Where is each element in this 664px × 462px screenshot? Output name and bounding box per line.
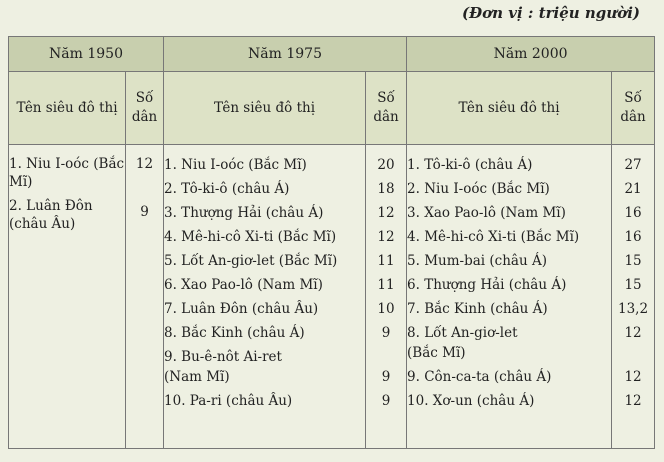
- pops-1950: [126, 145, 164, 449]
- table-body-row: [9, 145, 655, 449]
- list-item: 2. Tô-ki-ô (châu Á): [164, 181, 290, 197]
- list-item-value: 12: [377, 229, 395, 245]
- list-item-value: 11: [377, 277, 395, 293]
- list-item-value: 13,2: [618, 301, 649, 317]
- list-item: 2. Luân Đôn (châu Âu): [9, 198, 93, 232]
- list-item: 3. Thượng Hải (châu Á): [164, 205, 324, 221]
- list-item: 5. Lốt An-giơ-let (Bắc Mĩ): [164, 253, 338, 269]
- list-item-value: 9: [140, 204, 149, 220]
- list-item-value: 15: [624, 253, 642, 269]
- col-pop-header-1975: Số dân: [366, 72, 407, 145]
- list-item-value: 12: [377, 205, 395, 221]
- list-item: 8. Lốt An-giơ-let (Bắc Mĩ): [407, 325, 518, 361]
- list-item: 7. Bắc Kinh (châu Á): [407, 301, 548, 317]
- list-item: 1. Niu I-oóc (Bắc Mĩ): [9, 156, 125, 190]
- list-item-value: 11: [377, 253, 395, 269]
- list-item: 6. Thượng Hải (châu Á): [407, 277, 567, 293]
- col-name-header-2000: Tên siêu đô thị: [407, 72, 612, 145]
- list-item: 4. Mê-hi-cô Xi-ti (Bắc Mĩ): [407, 229, 580, 245]
- year-1950-header: Năm 1950: [9, 37, 164, 72]
- list-item: 9. Côn-ca-ta (châu Á): [407, 369, 552, 385]
- names-1950: [9, 145, 126, 449]
- list-item-value: 21: [624, 181, 642, 197]
- names-1975: [164, 145, 366, 449]
- list-item: 1. Tô-ki-ô (châu Á): [407, 157, 533, 173]
- list-item-value: 16: [624, 205, 642, 221]
- megacities-table: [8, 36, 655, 449]
- list-item-value: 20: [377, 157, 395, 173]
- list-item: 2. Niu I-oóc (Bắc Mĩ): [407, 181, 550, 197]
- list-item: 10. Xơ-un (châu Á): [407, 393, 535, 409]
- list-item: 9. Bu-ê-nôt Ai-ret (Nam Mĩ): [164, 349, 282, 385]
- col-pop-header-1950: Số dân: [126, 72, 164, 145]
- list-item: 1. Niu I-oóc (Bắc Mĩ): [164, 157, 307, 173]
- pops-2000: [612, 145, 655, 449]
- list-item: 4. Mê-hi-cô Xi-ti (Bắc Mĩ): [164, 229, 337, 245]
- list-item-value: 16: [624, 229, 642, 245]
- list-item-value: 12: [135, 156, 154, 172]
- list-item-value: 10: [377, 301, 395, 317]
- col-name-header-1975: Tên siêu đô thị: [164, 72, 366, 145]
- list-item-value: 18: [377, 181, 395, 197]
- list-item-value: 12: [624, 393, 642, 409]
- list-item-value: 9: [381, 369, 391, 385]
- pops-1975: [366, 145, 407, 449]
- unit-note: (Đơn vị : triệu người): [461, 4, 640, 22]
- list-item: 6. Xao Pao-lô (Nam Mĩ): [164, 277, 323, 293]
- year-2000-header: Năm 2000: [407, 37, 655, 72]
- list-item-value: 15: [624, 277, 642, 293]
- list-item-value: 9: [381, 325, 391, 341]
- column-header-row: [9, 72, 655, 145]
- list-item: 10. Pa-ri (châu Âu): [164, 393, 293, 409]
- list-item-value: 12: [624, 325, 642, 341]
- list-item: 3. Xao Pao-lô (Nam Mĩ): [407, 205, 566, 221]
- list-item-value: 9: [381, 393, 391, 409]
- col-name-header-1950: Tên siêu đô thị: [9, 72, 126, 145]
- names-2000: [407, 145, 612, 449]
- list-item: 5. Mum-bai (châu Á): [407, 253, 547, 269]
- list-item: 8. Bắc Kinh (châu Á): [164, 325, 305, 341]
- list-item: 7. Luân Đôn (châu Âu): [164, 301, 319, 317]
- year-1975-header: Năm 1975: [164, 37, 407, 72]
- col-pop-header-2000: Số dân: [612, 72, 655, 145]
- list-item-value: 12: [624, 369, 642, 385]
- year-header-row: [9, 37, 655, 72]
- list-item-value: 27: [624, 157, 642, 173]
